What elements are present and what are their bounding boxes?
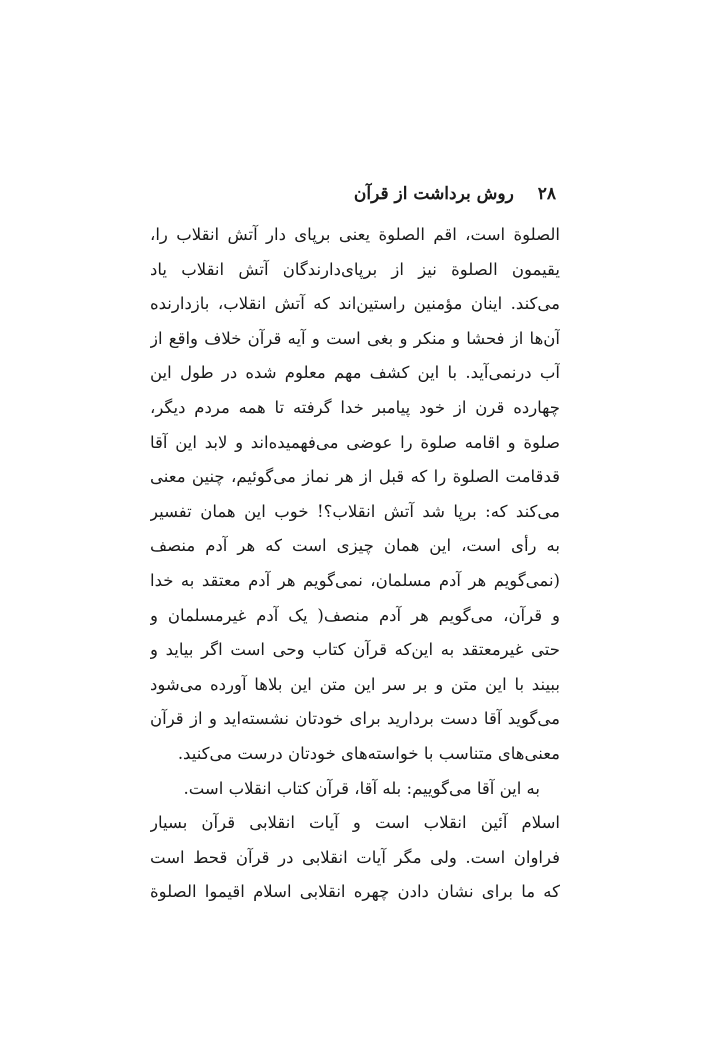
text-line: می‌گوید آقا دست بردارید برای خودتان نشسته‌اید و از قرآن: [150, 709, 560, 729]
text-line: (نمی‌گویم هر آدم مسلمان، نمی‌گویم هر آدم معتقد به خدا: [150, 570, 560, 590]
text-line: ببیند با این متن و بر سر این متن این بلاها آورده می‌شود: [150, 674, 560, 694]
text-line-paragraph-start: به این آقا می‌گوییم: بله آقا، قرآن کتاب انقلاب است.: [183, 778, 540, 798]
text-line: می‌کند. اینان مؤمنین راستین‌اند که آتش انقلاب، بازدارنده: [150, 294, 560, 314]
text-line: قدقامت الصلوة را که قبل از هر نماز می‌گوئیم، چنین معنی: [150, 467, 560, 487]
text-line: چهارده قرن از خود پیامبر خدا گرفته تا همه مردم دیگر،: [150, 397, 560, 417]
text-line: و قرآن، می‌گویم هر آدم منصف( یک آدم غیرمسلمان و: [150, 605, 560, 625]
text-line: فراوان است. ولی مگر آیات انقلابی در قرآن قحط است: [150, 847, 560, 867]
page-number: ۲۸: [537, 184, 556, 204]
running-title: روش برداشت از قرآن: [353, 184, 514, 204]
text-line: یقیمون الصلوة نیز از برپای‌دارندگان آتش انقلاب یاد: [150, 259, 560, 279]
body-text: [150, 218, 560, 910]
text-line: که ما برای نشان دادن چهره انقلابی اسلام اقیموا الصلوة: [150, 882, 560, 902]
text-line: صلوة و اقامه صلوة را عوضی می‌فهمیده‌اند و لابد این آقا: [150, 432, 560, 452]
text-line: آب درنمی‌آید. با این کشف مهم معلوم شده در طول این: [150, 363, 560, 383]
text-line-paragraph-end: معنی‌های متناسب با خواسته‌های خودتان درست می‌کنید.: [177, 743, 560, 763]
text-line: اسلام آئین انقلاب است و آیات انقلابی قرآن بسیار: [150, 813, 560, 833]
text-line: به رأی است، این همان چیزی است که هر آدم منصف: [150, 536, 560, 556]
text-line: الصلوة است، اقم الصلوة یعنی برپای دار آتش انقلاب را،: [150, 225, 560, 244]
text-line: حتی غیرمعتقد به این‌که قرآن کتاب وحی است اگر بیاید و: [150, 640, 560, 660]
running-header: [354, 184, 556, 204]
text-line: می‌کند که: برپا شد آتش انقلاب؟! خوب این همان تفسیر: [150, 501, 560, 521]
text-line: آن‌ها از فحشا و منکر و بغی است و آیه قرآن خلاف واقع از: [150, 328, 560, 348]
